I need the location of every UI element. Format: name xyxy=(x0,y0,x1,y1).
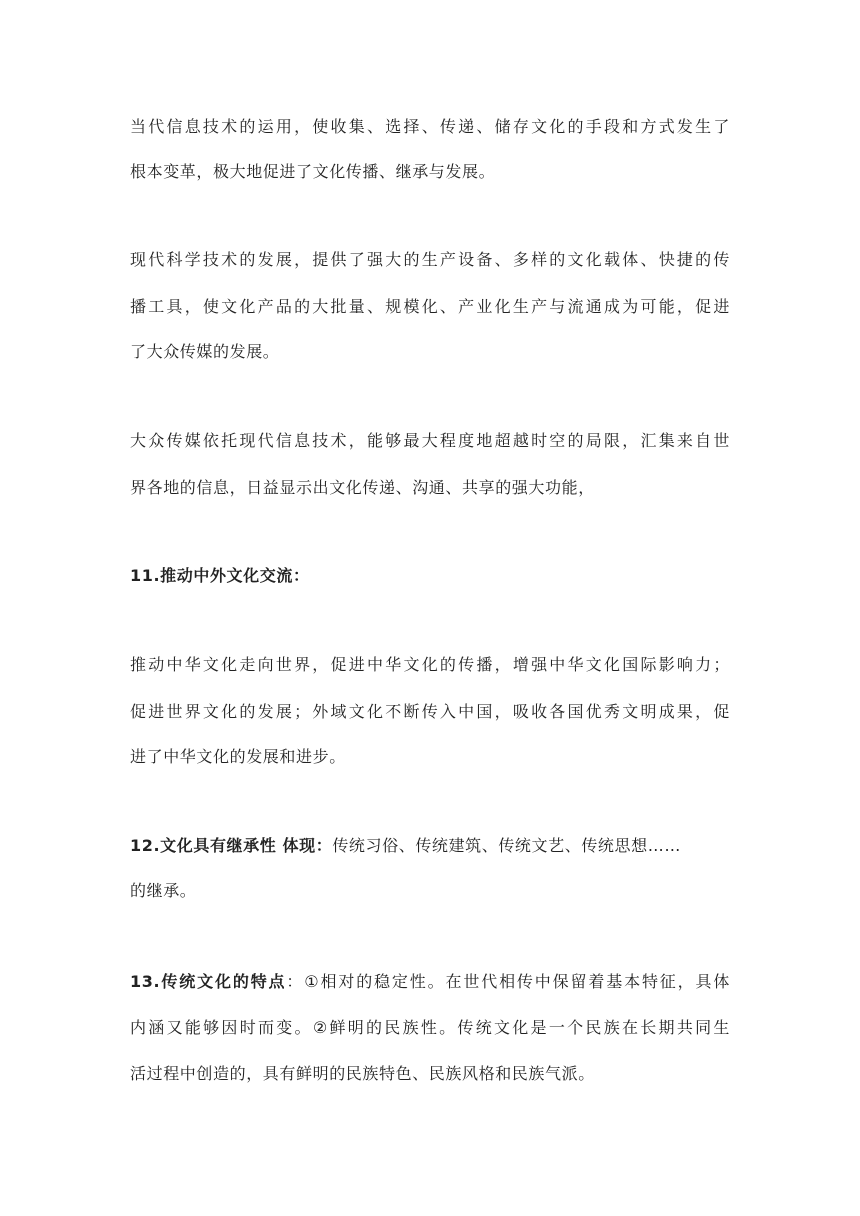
paragraph-1-line-1: 当代信息技术的运用，使收集、选择、传递、储存文化的手段和方式发生了 xyxy=(130,117,730,136)
paragraph-6-line-1-text: ：①相对的稳定性。在世代相传中保留着基本特征，具体 xyxy=(286,972,730,991)
paragraph-6-line-1 xyxy=(130,972,730,992)
paragraph-5-line-2: 的继承。 xyxy=(130,881,197,900)
paragraph-4-line-3: 进了中华文化的发展和进步。 xyxy=(130,747,346,766)
section-heading-13: 13.传统文化的特点 xyxy=(130,972,287,991)
paragraph-2-line-3: 了大众传媒的发展。 xyxy=(130,342,280,361)
paragraph-5-line-1-text: 传统习俗、传统建筑、传统文艺、传统思想…… xyxy=(332,836,681,855)
paragraph-4-line-1: 推动中华文化走向世界，促进中华文化的传播，增强中华文化国际影响力； xyxy=(130,655,730,674)
paragraph-4-line-2: 促进世界文化的发展；外域文化不断传入中国，吸收各国优秀文明成果，促 xyxy=(130,702,730,721)
paragraph-2-line-1: 现代科学技术的发展，提供了强大的生产设备、多样的文化载体、快捷的传 xyxy=(130,250,730,269)
paragraph-1-line-2: 根本变革，极大地促进了文化传播、继承与发展。 xyxy=(130,162,496,181)
paragraph-2-line-2: 播工具，使文化产品的大批量、规模化、产业化生产与流通成为可能，促进 xyxy=(130,297,730,316)
paragraph-6-line-3: 活过程中创造的，具有鲜明的民族特色、民族风格和民族气派。 xyxy=(130,1064,595,1083)
paragraph-5-line-1 xyxy=(130,836,681,856)
section-heading-11: 11.推动中外文化交流： xyxy=(130,566,310,585)
paragraph-3-line-2: 界各地的信息，日益显示出文化传递、沟通、共享的强大功能， xyxy=(130,478,595,497)
paragraph-6-line-2: 内涵又能够因时而变。②鲜明的民族性。传统文化是一个民族在长期共同生 xyxy=(130,1018,730,1037)
section-heading-12: 12.文化具有继承性 体现： xyxy=(130,836,333,855)
paragraph-3-line-1: 大众传媒依托现代信息技术，能够最大程度地超越时空的局限，汇集来自世 xyxy=(130,431,730,450)
